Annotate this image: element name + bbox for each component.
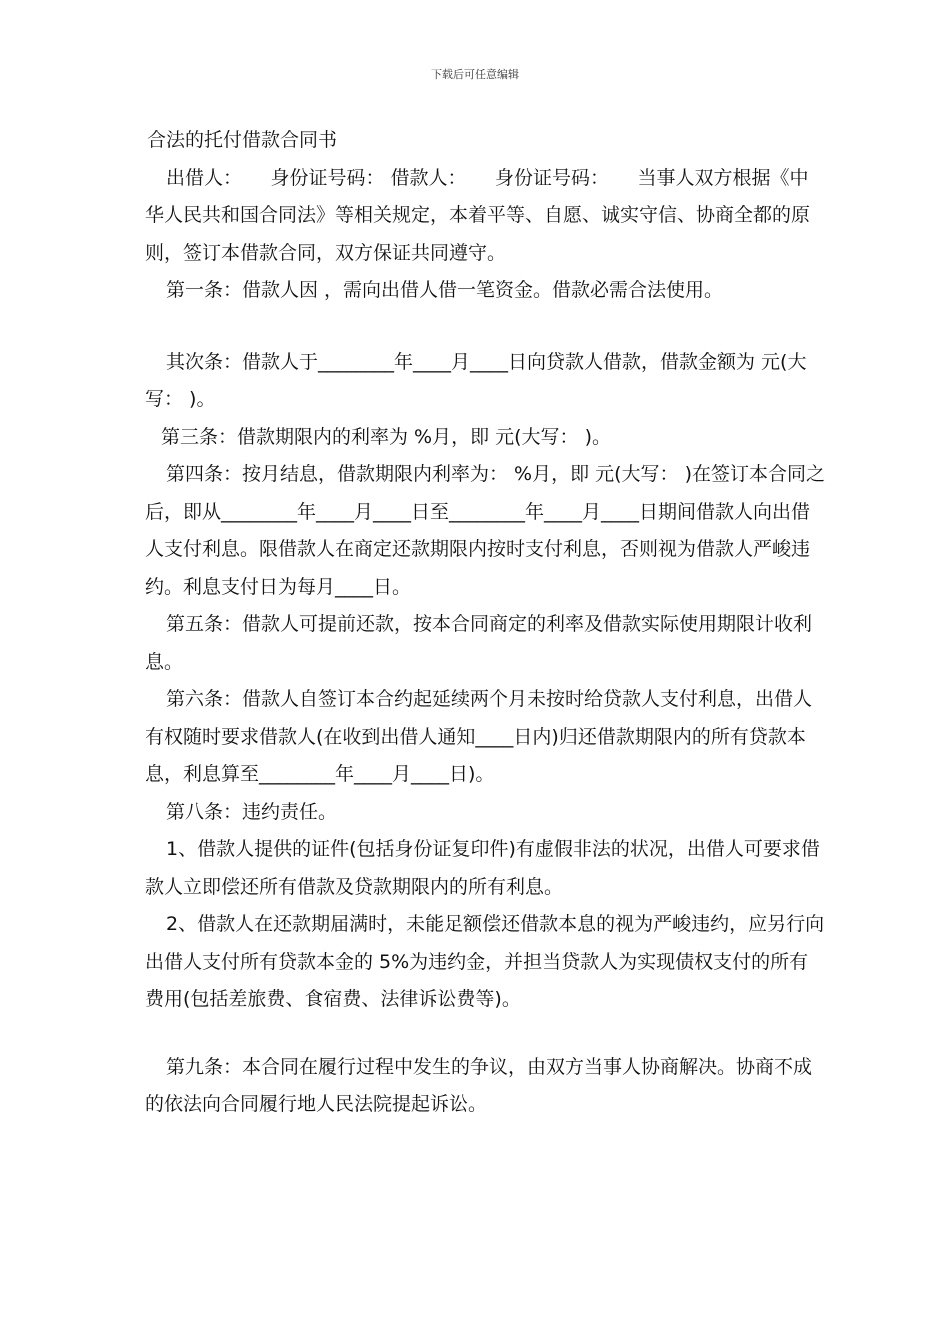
article-1: 第一条：借款人因 ，需向出借人借一笔资金。借款必需合法使用。: [166, 279, 724, 301]
article-4: 第四条：按月结息，借款期限内利率为： %月，即 元(大写： )在签订本合同之后，即从________年____月____日至________年____月____日期间借款人向出借人支付利息。限借款人在商定还款期限内按时支付利息，否则视为借款人严峻违约。利息支付日为每月____日。: [145, 463, 825, 598]
document-title: 合法的托付借款合同书: [147, 129, 338, 151]
article-3: 第三条：借款期限内的利率为 %月，即 元(大写： )。: [161, 425, 611, 448]
article-2: 其次条：借款人于________年____月____日向贷款人借款，借款金额为 元(大写： )。: [145, 350, 807, 410]
article-6: 第六条：借款人自签订本合约起延续两个月未按时给贷款人支付利息，出借人有权随时要求借款人(在收到出借人通知____日内)归还借款期限内的所有贷款本息，利息算至________年____月____日)。: [145, 688, 813, 785]
spacer: [145, 310, 825, 344]
parties-paragraph: 出借人： 身份证号码： 借款人： 身份证号码： 当事人双方根据《中华人民共和国合同法》等相关规定，本着平等、自愿、诚实守信、协商全都的原则，签订本借款合同，双方保证共同遵守。: [145, 166, 811, 264]
article-8: 第八条：违约责任。: [166, 800, 338, 823]
spacer: [145, 1019, 825, 1049]
article-9: 第九条：本合同在履行过程中发生的争议，由双方当事人协商解决。协商不成的依法向合同履行地人民法院提起诉讼。: [145, 1055, 813, 1115]
document-body: [145, 122, 825, 1124]
page-header: 下载后可任意编辑: [431, 68, 519, 81]
clause-8-1: 1、借款人提供的证件(包括身份证复印件)有虚假非法的状况，出借人可要求借款人立即偿还所有借款及贷款期限内的所有利息。: [145, 838, 820, 898]
clause-8-2: 2、借款人在还款期届满时，未能足额偿还借款本息的视为严峻违约，应另行向出借人支付所有贷款本金的 5%为违约金，并担当贷款人为实现债权支付的所有费用(包括差旅费、食宿费、法律诉讼费等)。: [145, 913, 825, 1010]
article-5: 第五条：借款人可提前还款，按本合同商定的利率及借款实际使用期限计收利息。: [145, 613, 813, 673]
